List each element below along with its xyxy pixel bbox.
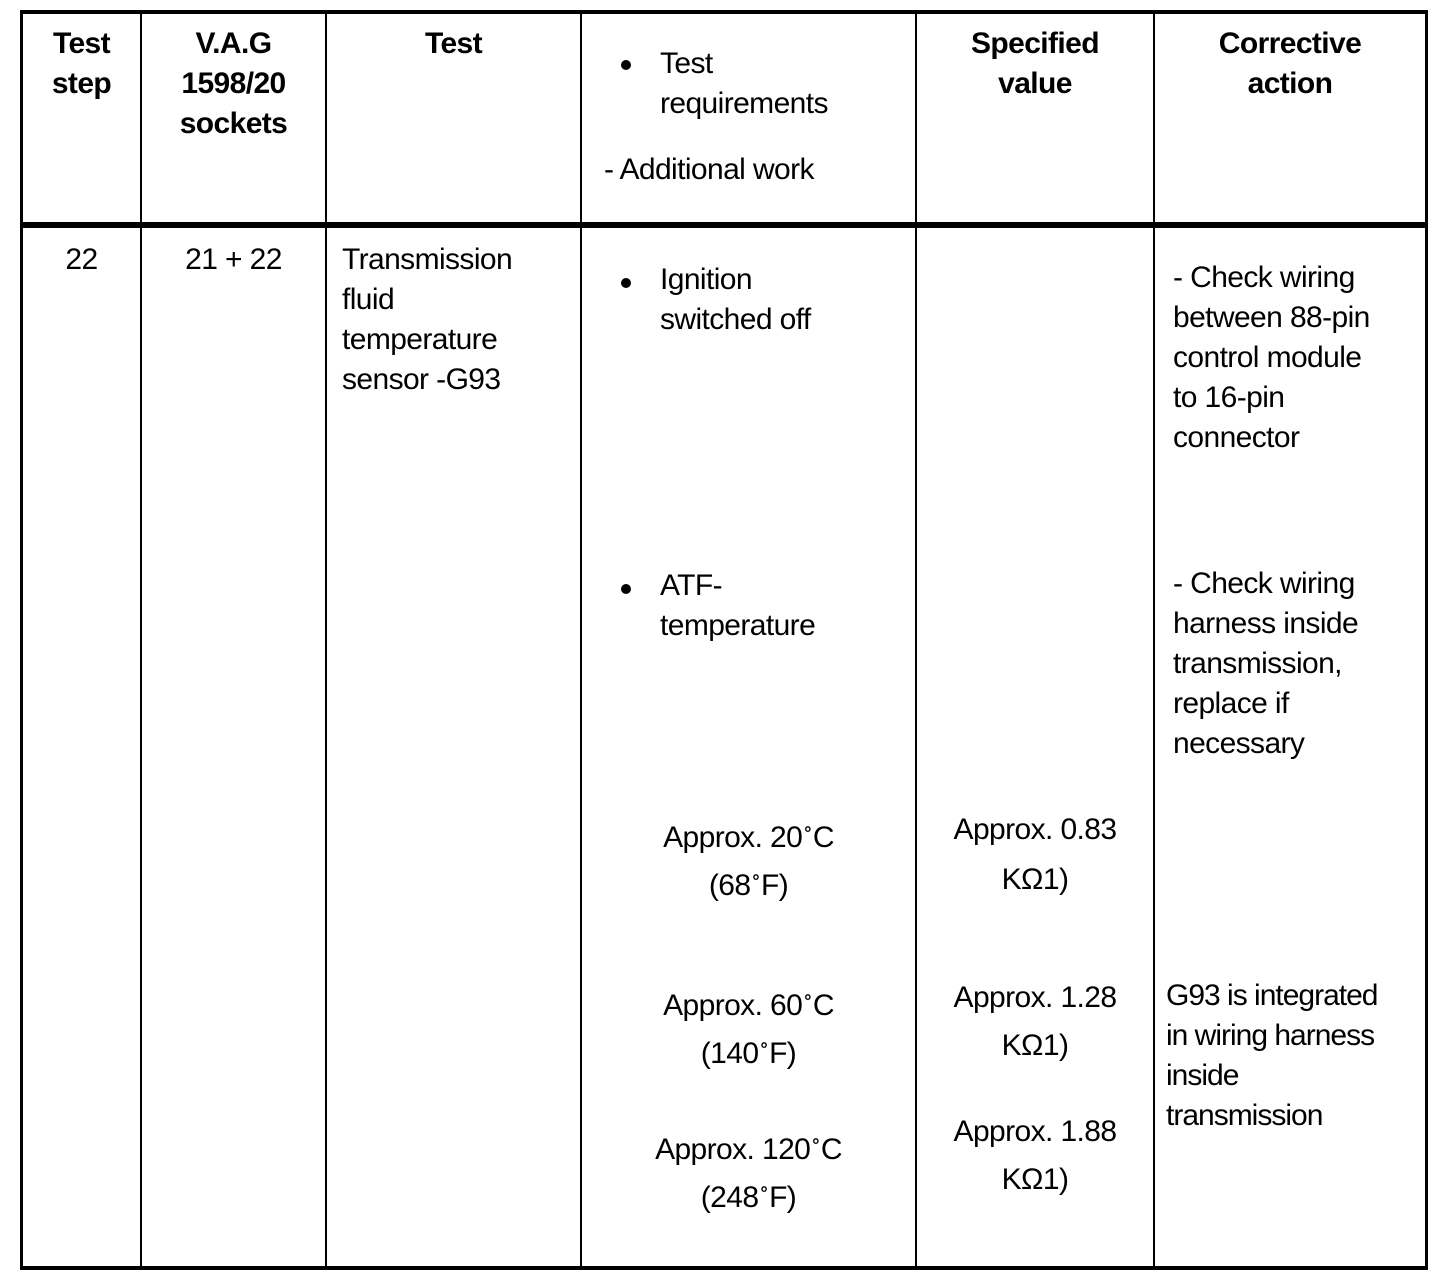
column-divider (325, 10, 327, 1270)
resistance-value: Approx. 1.88 (953, 1115, 1117, 1148)
header-additional-work: - Additional work (604, 153, 814, 186)
degree-symbol: ° (760, 1183, 768, 1203)
table-right-border (1425, 10, 1428, 1270)
resistance-unit: KΩ1) (1001, 1163, 1069, 1196)
table-top-border (20, 10, 1428, 14)
cell-sockets: 21 + 22 (185, 243, 282, 276)
column-divider (1153, 10, 1155, 1270)
cell-test-step: 22 (65, 243, 98, 276)
column-divider (140, 10, 142, 1270)
resistance-value: Approx. 0.83 (953, 813, 1117, 846)
header-corrective-action: Corrective action (1218, 27, 1362, 100)
degree-symbol: ° (804, 823, 811, 843)
header-test-step: Test step (51, 27, 112, 100)
header-specified-value: Specified value (971, 27, 1099, 100)
corrective-action-wiring-88pin: - Check wiring between 88-pin control module to 16-pin connector (1173, 261, 1370, 454)
degree-symbol: ° (812, 1135, 819, 1155)
column-divider (915, 10, 917, 1270)
temp-celsius: Approx. 120 °C (655, 1133, 842, 1166)
corrective-action-harness: - Check wiring harness inside transmission, replace if necessary (1173, 567, 1359, 760)
degree-symbol: ° (760, 1039, 768, 1059)
corrective-action-g93: G93 is integrated in wiring harness inside transmission (1166, 979, 1378, 1132)
table-left-border (20, 10, 23, 1270)
resistance-value: Approx. 1.28 (953, 981, 1117, 1014)
header-test-requirements: Test requirements (660, 47, 828, 120)
bullet-icon (621, 278, 631, 288)
resistance-unit: KΩ1) (1001, 863, 1069, 896)
header-sockets: V.A.G 1598/20 sockets (179, 27, 288, 140)
degree-symbol: ° (752, 871, 760, 891)
temp-fahrenheit: (68 °F) (708, 869, 789, 902)
header-bottom-border (20, 222, 1428, 228)
table-bottom-border (20, 1266, 1428, 1270)
requirement-ignition: Ignition switched off (660, 263, 811, 336)
temp-celsius: Approx. 20 °C (663, 821, 834, 854)
column-divider (580, 10, 582, 1270)
cell-test: Transmission fluid temperature sensor -G93 (342, 243, 513, 396)
temp-fahrenheit: (248 °F) (700, 1181, 797, 1214)
requirement-atf-temperature: ATF- temperature (660, 569, 816, 642)
bullet-icon (621, 60, 631, 70)
header-test: Test (424, 27, 483, 60)
temp-celsius: Approx. 60 °C (663, 989, 834, 1022)
resistance-unit: KΩ1) (1001, 1029, 1069, 1062)
temp-fahrenheit: (140 °F) (700, 1037, 797, 1070)
bullet-icon (621, 584, 631, 594)
degree-symbol: ° (804, 991, 811, 1011)
